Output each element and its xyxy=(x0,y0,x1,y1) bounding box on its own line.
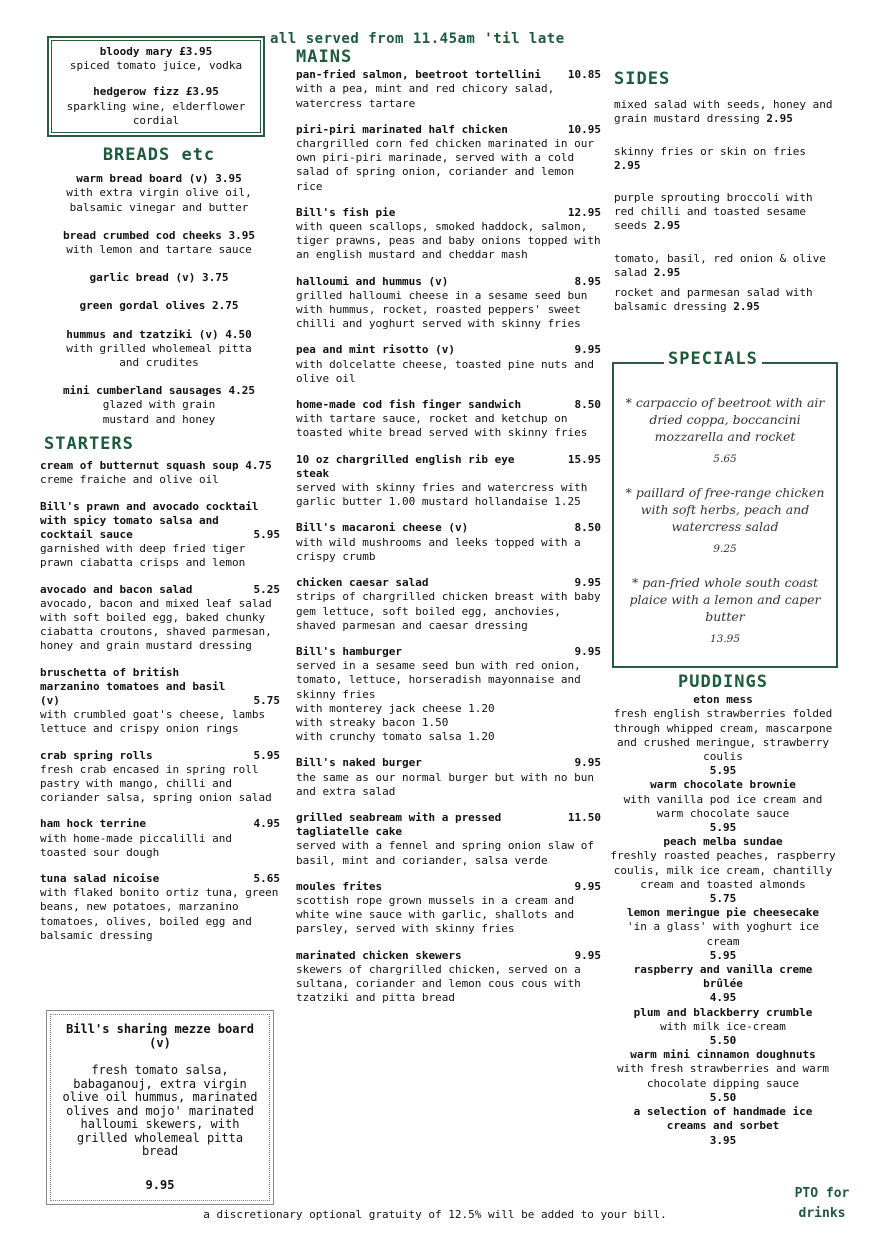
sides-title: SIDES xyxy=(614,69,671,89)
menu-item-price: 9.95 xyxy=(574,879,601,893)
side-price: 2.95 xyxy=(766,112,793,126)
pudding-desc: 'in a glass' with yoghurt ice cream xyxy=(626,920,820,948)
menu-item-name: bread crumbed cod cheeks 3.95 xyxy=(62,228,256,242)
starters-title: STARTERS xyxy=(44,434,134,454)
menu-item-name: Bill's hamburger xyxy=(296,644,402,658)
mains-title: MAINS xyxy=(296,47,353,67)
menu-item-name: piri-piri marinated half chicken xyxy=(296,122,508,136)
menu-item-name: pea and mint risotto (v) xyxy=(296,343,455,357)
specials-title: SPECIALS xyxy=(664,352,762,366)
breads-title: BREADS etc xyxy=(102,145,216,165)
menu-item-desc: with wild mushrooms and leeks topped with a crispy crumb xyxy=(296,535,581,563)
drinks-box xyxy=(47,36,265,137)
menu-item-name: avocado and bacon salad xyxy=(40,582,193,596)
puddings-title: PUDDINGS xyxy=(678,672,768,692)
menu-item-desc: with grilled wholemeal pitta and crudites xyxy=(66,341,252,370)
pudding-price: 5.95 xyxy=(709,821,737,835)
pudding-price: 5.95 xyxy=(709,948,737,962)
menu-item-price: 9.95 xyxy=(574,576,601,590)
side-price: 2.95 xyxy=(614,158,641,172)
menu-item-desc: garnished with deep fried tiger prawn ciabatta crisps and lemon xyxy=(40,542,246,570)
menu-item-name: moules frites xyxy=(296,879,383,893)
menu-item-name: grilled seabream with a pressed tagliatelle cake xyxy=(296,810,502,839)
menu-item-name: tuna salad nicoise xyxy=(40,872,160,886)
menu-item-desc: with home-made piccalilli and toasted sour dough xyxy=(40,831,233,859)
menu-item-extra: with streaky bacon 1.50 xyxy=(296,715,449,729)
menu-item-name: Bill's fish pie xyxy=(296,205,396,219)
pudding-price: 3.95 xyxy=(709,1133,737,1147)
menu-item-name: pan-fried salmon, beetroot tortellini xyxy=(296,68,542,82)
menu-item-name: bruschetta of british marzanino tomatoes and basil (v) xyxy=(40,665,226,708)
drink-name: hedgerow fizz £3.95 xyxy=(93,85,219,99)
pudding-desc: with milk ice-cream xyxy=(660,1019,786,1033)
gratuity-note: a discretionary optional gratuity of 12.5% will be added to your bill. xyxy=(203,1208,667,1221)
menu-item-name: green gordal olives 2.75 xyxy=(79,299,239,313)
menu-item-price: 9.95 xyxy=(574,948,601,962)
menu-item-desc: with extra virgin olive oil, balsamic vinegar and butter xyxy=(66,186,252,214)
menu-item-desc: the same as our normal burger but with no bun and extra salad xyxy=(296,770,595,798)
menu-item-desc: with a pea, mint and red chicory salad, watercress tartare xyxy=(296,82,555,110)
page-header: all served from 11.45am 'til late xyxy=(270,31,565,47)
pudding-price: 5.95 xyxy=(709,764,737,778)
menu-item-desc: with tartare sauce, rocket and ketchup on toasted white bread served with skinny fries xyxy=(296,412,588,440)
menu-item-desc: chargrilled corn fed chicken marinated in our own piri-piri marinade, served with a cold salad of spring onion, coriander and lemon rice xyxy=(296,137,595,193)
menu-item-name: marinated chicken skewers xyxy=(296,948,462,962)
menu-item-name: Bill's naked burger xyxy=(296,756,422,770)
pudding-name: raspberry and vanilla creme brûlée xyxy=(633,963,813,991)
menu-item-name: mini cumberland sausages 4.25 xyxy=(62,384,256,398)
menu-item-desc: grilled halloumi cheese in a sesame seed bun with hummus, rocket, roasted peppers' sweet chilli and yoghurt served with skinny fries xyxy=(296,288,588,331)
special-desc: * pan-fried whole south coast plaice with a lemon and caper butter xyxy=(629,575,821,624)
menu-item-name: Bill's macaroni cheese (v) xyxy=(296,521,469,535)
menu-item-desc: creme fraiche and olive oil xyxy=(40,473,219,487)
side-price: 2.95 xyxy=(653,219,681,233)
starters-section xyxy=(40,434,280,943)
pudding-name: warm chocolate brownie xyxy=(650,778,796,792)
menu-item-desc: served in a sesame seed bun with red onion, tomato, lettuce, horseradish mayonnaise and skinny fries xyxy=(296,659,581,701)
side-desc: rocket and parmesan salad with balsamic dressing xyxy=(614,286,813,314)
pudding-desc: fresh english strawberries folded through whipped cream, mascarpone and crushed meringue, strawberry coulis xyxy=(613,707,833,764)
puddings-section xyxy=(610,672,836,1148)
menu-item-desc: with lemon and tartare sauce xyxy=(66,243,252,257)
menu-item-desc: strips of chargrilled chicken breast with baby gem lettuce, soft boiled egg, anchovies, shaved parmesan and caesar dressing xyxy=(296,590,601,632)
menu-item-price: 9.95 xyxy=(574,756,601,770)
menu-item-desc: with flaked bonito ortiz tuna, green beans, new potatoes, marzanino tomatoes, olives, boiled egg and balsamic dressing xyxy=(40,886,279,942)
menu-item-extra: with monterey jack cheese 1.20 xyxy=(296,701,495,715)
menu-item-desc: scottish rope grown mussels in a cream and white wine sauce with garlic, shallots and parsley, served with skinny fries xyxy=(296,893,575,936)
side-desc: tomato, basil, red onion & olive salad xyxy=(614,251,826,279)
special-price: 5.65 xyxy=(713,453,737,465)
menu-item-desc: with dolcelatte cheese, toasted pine nuts and olive oil xyxy=(296,357,595,385)
menu-item-price: 5.75 xyxy=(253,694,280,708)
pudding-name: a selection of handmade ice creams and sorbet xyxy=(633,1105,813,1133)
special-price: 9.25 xyxy=(713,543,737,555)
pudding-desc: freshly roasted peaches, raspberry coulis, milk ice cream, chantilly cream and toasted almonds xyxy=(610,849,836,891)
menu-item-name: cream of butternut squash soup 4.75 xyxy=(40,459,272,473)
menu-item-price: 5.95 xyxy=(253,528,280,542)
menu-item-name: hummus and tzatziki (v) 4.50 xyxy=(66,327,252,341)
menu-item-desc: avocado, bacon and mixed leaf salad with soft boiled egg, baked chunky ciabatta croutons, shaved parmesan, honey and grain mustard dressing xyxy=(40,596,272,653)
menu-item-desc: glazed with grain mustard and honey xyxy=(102,398,216,426)
menu-item-price: 12.95 xyxy=(567,205,601,219)
specials-box xyxy=(612,349,838,668)
special-price: 13.95 xyxy=(709,633,741,645)
pudding-name: plum and blackberry crumble xyxy=(633,1005,813,1019)
menu-item-price: 9.95 xyxy=(574,343,601,357)
side-desc: skinny fries or skin on fries xyxy=(614,144,807,158)
menu-item-desc: served with a fennel and spring onion slaw of basil, mint and coriander, salsa verde xyxy=(296,839,595,867)
menu-item-price: 11.50 xyxy=(567,810,601,824)
pudding-price: 5.75 xyxy=(709,892,737,906)
menu-item-price: 10.95 xyxy=(567,122,601,136)
special-desc: * paillard of free-range chicken with soft herbs, peach and watercress salad xyxy=(625,485,825,534)
mains-section xyxy=(296,47,601,1005)
menu-item-name: Bill's prawn and avocado cocktail with spicy tomato salsa and cocktail sauce xyxy=(40,499,259,542)
menu-item-extra: with crunchy tomato salsa 1.20 xyxy=(296,730,495,744)
pudding-name: peach melba sundae xyxy=(663,835,783,849)
menu-item-price: 5.65 xyxy=(253,872,280,886)
menu-item-name: crab spring rolls xyxy=(40,748,153,762)
menu-item-name: warm bread board (v) 3.95 xyxy=(76,172,242,186)
side-price: 2.95 xyxy=(653,265,681,279)
menu-item-desc: with crumbled goat's cheese, lambs lettuce and crispy onion rings xyxy=(40,708,266,736)
side-desc: mixed salad with seeds, honey and grain mustard dressing xyxy=(614,98,833,126)
special-desc: * carpaccio of beetroot with air dried coppa, boccancini mozzarella and rocket xyxy=(625,395,825,444)
mezze-title: Bill's sharing mezze board (v) xyxy=(66,1022,254,1050)
menu-item-desc: served with skinny fries and watercress with garlic butter 1.00 mustard hollandaise 1.25 xyxy=(296,481,588,509)
menu-item-price: 8.50 xyxy=(574,398,601,412)
pudding-price: 5.50 xyxy=(709,1090,737,1104)
pudding-price: 4.95 xyxy=(709,991,737,1005)
pudding-desc: with vanilla pod ice cream and warm chocolate sauce xyxy=(623,792,823,820)
mezze-desc: fresh tomato salsa, babaganouj, extra virgin olive oil hummus, marinated olives and mojo' marinated halloumi skewers, with grilled wholemeal pitta bread xyxy=(62,1063,258,1158)
menu-item-desc: fresh crab encased in spring roll pastry with mango, chilli and coriander salsa, spring onion salad xyxy=(40,762,272,805)
menu-item-price: 8.50 xyxy=(574,521,601,535)
pudding-price: 5.50 xyxy=(709,1034,737,1048)
menu-item-price: 4.95 xyxy=(253,817,280,831)
menu-item-name: ham hock terrine xyxy=(40,817,146,831)
pudding-desc: with fresh strawberries and warm chocolate dipping sauce xyxy=(617,1062,829,1090)
menu-item-price: 10.85 xyxy=(567,68,601,82)
pto-note: PTO for drinks xyxy=(794,1186,850,1221)
pudding-name: eton mess xyxy=(693,693,753,707)
sides-section xyxy=(614,69,834,314)
drink-name: bloody mary £3.95 xyxy=(99,45,213,58)
menu-item-price: 8.95 xyxy=(574,274,601,288)
menu-item-name: chicken caesar salad xyxy=(296,576,429,590)
menu-item-price: 15.95 xyxy=(567,452,601,466)
menu-item-name: home-made cod fish finger sandwich xyxy=(296,398,522,412)
menu-item-desc: skewers of chargrilled chicken, served on a sultana, coriander and lemon cous cous with tzatziki and pitta bread xyxy=(296,962,581,1005)
pudding-name: lemon meringue pie cheesecake xyxy=(626,906,820,920)
menu-item-name: halloumi and hummus (v) xyxy=(296,274,449,288)
drink-desc: spiced tomato juice, vodka xyxy=(69,59,243,73)
side-desc: purple sprouting broccoli with red chilli and toasted sesame seeds xyxy=(614,191,813,233)
pudding-name: warm mini cinnamon doughnuts xyxy=(630,1048,816,1062)
mezze-price: 9.95 xyxy=(145,1177,175,1192)
side-price: 2.95 xyxy=(733,300,760,314)
breads-section xyxy=(40,145,278,427)
menu-item-name: 10 oz chargrilled english rib eye steak xyxy=(296,452,515,480)
menu-item-price: 5.95 xyxy=(253,748,280,762)
menu-item-desc: with queen scallops, smoked haddock, salmon, tiger prawns, peas and baby onions topped with an english mustard and cheddar mash xyxy=(296,220,601,262)
drink-desc: sparkling wine, elderflower cordial xyxy=(66,99,246,127)
menu-item-price: 5.25 xyxy=(253,582,280,596)
menu-item-price: 9.95 xyxy=(574,644,601,658)
mezze-box xyxy=(46,1010,274,1205)
menu-item-name: garlic bread (v) 3.75 xyxy=(89,271,229,285)
